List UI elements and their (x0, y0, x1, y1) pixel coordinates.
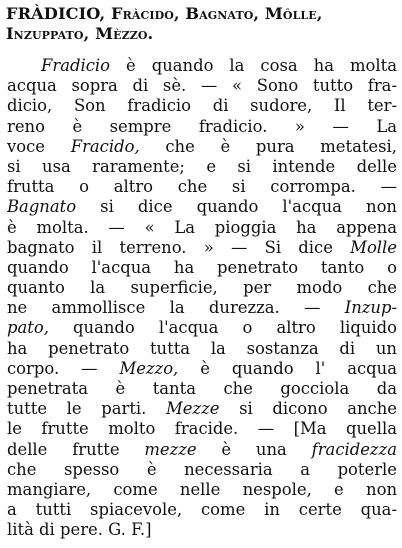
body-line (7, 258, 397, 278)
body-line (7, 379, 397, 399)
text-run: ne ammollisce la durezza. — (7, 298, 345, 318)
text-run: che spesso è necessaria a poterle (7, 459, 397, 479)
text-run: si usa raramente; e si intende delle (7, 156, 397, 176)
body-line (7, 399, 397, 419)
text-run: a tutti spiacevole, come in certe qua- (7, 500, 397, 520)
text-run: quando l'acqua o altro liquido (48, 318, 397, 338)
body-line (7, 419, 397, 439)
text-run: è molta. — « La pioggia ha appena (7, 217, 397, 237)
body-line (7, 440, 397, 460)
text-run: è quando la cosa ha molta (110, 56, 397, 75)
text-run: mangiare, come nelle nespole, e non (7, 479, 397, 499)
text-run: voce (7, 136, 71, 156)
text-run: che è pura metatesi, (139, 136, 397, 156)
headword-main: FRÀDICIO, (6, 4, 111, 23)
text-run: quanto la superficie, per modo che (7, 278, 397, 298)
body-line (7, 520, 397, 540)
body-line (7, 359, 397, 379)
text-run: reno è sempre fradicio. » — La (7, 116, 397, 136)
body-line (7, 238, 397, 258)
text-run: penetrata è tanta che gocciola da (7, 379, 397, 398)
text-run: dicio, Son fradicio di sudore, Il ter- (7, 96, 397, 116)
italic-term: fracidezza (311, 439, 397, 459)
text-run: delle frutte (7, 439, 145, 459)
text-run: frutta o altro che si corrompa. — (7, 177, 397, 197)
text-run: si dicono anche (219, 399, 397, 419)
text-run: quando l'acqua ha penetrato tanto o (7, 257, 397, 277)
text-run: acqua sopra di sè. — « Sono tutto fra- (7, 76, 397, 96)
text-run: ha penetrato tutta la sostanza di un (7, 338, 397, 358)
italic-term: Fradicio (41, 56, 111, 75)
text-run: è una (196, 439, 312, 459)
italic-term: Inzup- (344, 298, 397, 318)
body-line (7, 460, 397, 480)
body-line (7, 278, 397, 298)
body-line (7, 197, 397, 217)
headword-line-2: Inzuppato, Mèzzo. (6, 24, 154, 43)
italic-term: mezze (144, 439, 197, 459)
italic-term: Bagnato (7, 197, 77, 217)
body-line (7, 157, 397, 177)
entry-body (7, 56, 397, 541)
text-run: si dice quando l'acqua non (76, 197, 397, 217)
headword-synonyms: Fràcido, Bagnato, Môlle, (111, 4, 323, 23)
text-run: corpo. — (7, 358, 120, 378)
body-line (7, 96, 397, 116)
body-line (7, 500, 397, 520)
text-run: lità di pere. G. F.] (7, 520, 152, 540)
text-run: le frutte molto fracide. — [Ma quella (7, 419, 397, 439)
body-line (7, 76, 397, 96)
italic-term: pato, (7, 318, 49, 338)
italic-term: Molle (350, 237, 397, 257)
text-run: bagnato il terreno. » — Si dice (7, 237, 351, 257)
italic-term: Mezze (166, 399, 220, 419)
body-line (7, 56, 397, 76)
body-line (7, 137, 397, 157)
italic-term: Mezzo, (119, 358, 179, 378)
body-line (7, 298, 397, 318)
italic-term: Fracido, (70, 136, 140, 156)
body-line (7, 318, 397, 338)
body-line (7, 339, 397, 359)
headword-line-1 (6, 4, 396, 24)
text-run: è quando l' acqua (178, 358, 397, 378)
body-line (7, 480, 397, 500)
body-line (7, 218, 397, 238)
body-line (7, 117, 397, 137)
text-run: tutte le parti. (7, 399, 166, 419)
entry-headword (6, 4, 396, 44)
body-line (7, 177, 397, 197)
